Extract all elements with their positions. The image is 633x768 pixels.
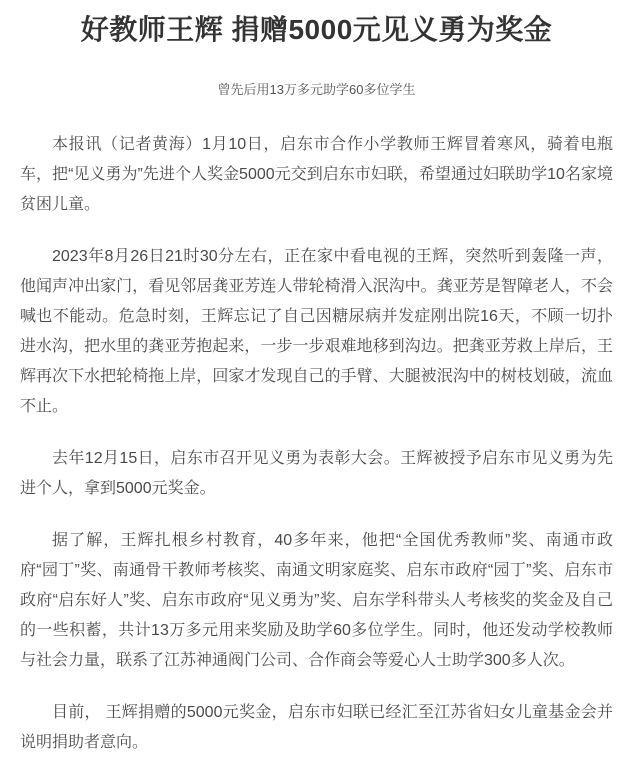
article-paragraph: 去年12月15日，启东市召开见义勇为表彰大会。王辉被授予启东市见义勇为先进个人，拿到5000元奖金。	[20, 450, 613, 497]
article-subtitle: 曾先后用13万多元助学60多位学生	[217, 82, 416, 97]
article-paragraph: 目前， 王辉捐赠的5000元奖金，启东市妇联已经汇至江苏省妇女儿童基金会并说明捐助者意向。	[20, 704, 613, 751]
article-body	[20, 130, 613, 758]
article-title: 好教师王辉 捐赠5000元见义勇为奖金	[80, 14, 553, 45]
article-paragraph: 据了解，王辉扎根乡村教育，40多年来，他把“全国优秀教师”奖、南通市政府“园丁”奖、南通骨干教师考核奖、南通文明家庭奖、启东市政府“园丁”奖、启东市政府“启东好人”奖、启东市政府“见义勇为”奖、启东学科带头人考核奖的奖金及自己的一些积蓄，共计13万多元用来奖励及助学60多位学生。同时，他还发动学校教师与社会力量，联系了江苏神通阀门公司、合作商会等爱心人士助学300多人次。	[20, 532, 613, 669]
article-paragraph: 本报讯（记者黄海）1月10日，启东市合作小学教师王辉冒着寒风，骑着电瓶车，把“见义勇为”先进个人奖金5000元交到启东市妇联，希望通过妇联助学10名家境贫困儿童。	[20, 136, 613, 213]
article-paragraph: 2023年8月26日21时30分左右，正在家中看电视的王辉，突然听到轰隆一声，他闻声冲出家门，看见邻居龚亚芳连人带轮椅滑入泯沟中。龚亚芳是智障老人，不会喊也不能动。危急时刻，王辉忘记了自己因糖尿病并发症刚出院16天，不顾一切扑进水沟，把水里的龚亚芳抱起来，一步一步艰难地移到沟边。把龚亚芳救上岸后，王辉再次下水把轮椅拖上岸，回家才发现自己的手臂、大腿被泯沟中的树枝划破，流血不止。	[20, 248, 613, 415]
